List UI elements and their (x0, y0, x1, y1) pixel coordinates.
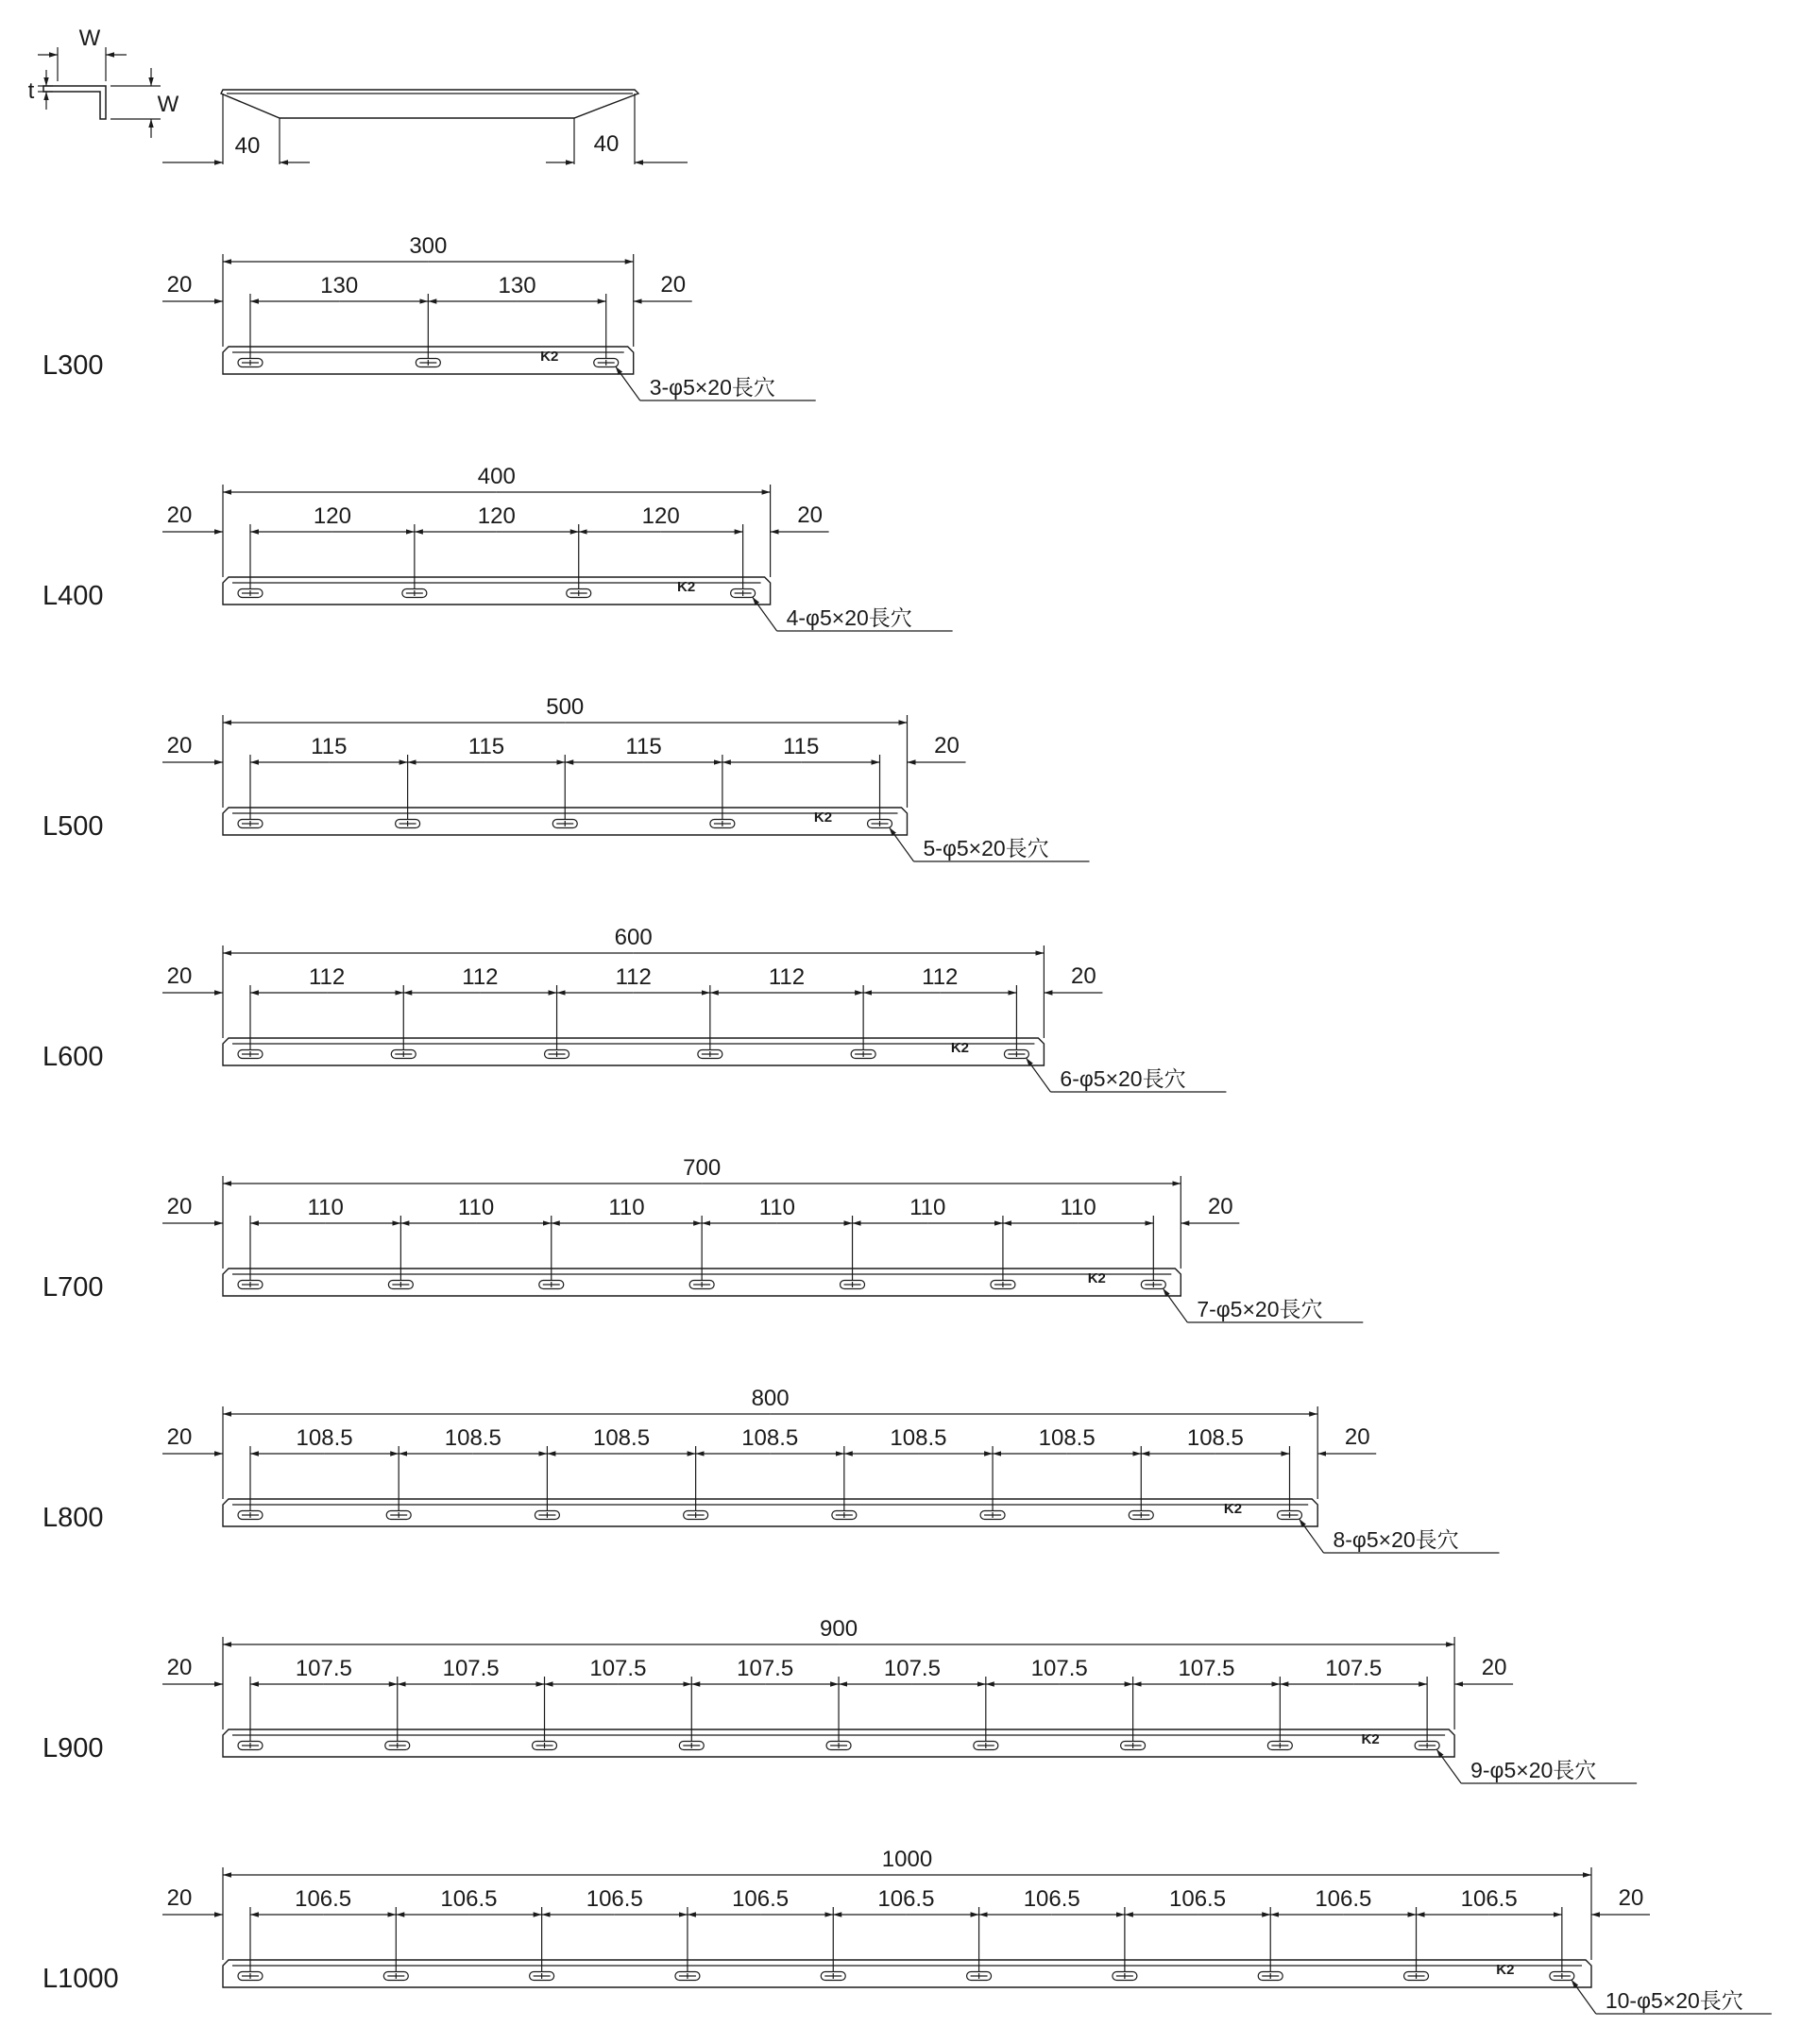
k2-mark: K2 (540, 349, 559, 365)
pitch-value: 107.5 (1325, 1656, 1383, 1681)
hole-spec-note: 6-φ5×20長穴 (1060, 1066, 1186, 1091)
hole-spec-note: 5-φ5×20長穴 (923, 836, 1049, 860)
edge-distance-right: 20 (797, 502, 823, 528)
angle-body (223, 1960, 1591, 1987)
k2-mark: K2 (950, 1040, 970, 1056)
pitch-value: 120 (641, 503, 680, 529)
pitch-value: 115 (311, 734, 348, 759)
pitch-value: 107.5 (589, 1656, 647, 1681)
thickness-label: t (27, 78, 35, 104)
variant-label: L300 (42, 350, 104, 381)
pitch-value: 110 (1060, 1195, 1096, 1220)
pitch-value: 106.5 (1315, 1886, 1372, 1912)
pitch-value: 108.5 (1038, 1425, 1096, 1451)
pitch-value: 108.5 (1186, 1425, 1244, 1451)
pitch-value: 107.5 (442, 1656, 500, 1681)
pitch-value: 110 (307, 1195, 344, 1220)
variant-l1000 (42, 1847, 1772, 2014)
pitch-value: 106.5 (732, 1886, 790, 1912)
hole-spec-note: 9-φ5×20長穴 (1470, 1758, 1597, 1782)
pitch-value: 106.5 (440, 1886, 498, 1912)
width-label-top: W (78, 26, 101, 51)
edge-distance-right: 20 (660, 272, 687, 298)
pitch-value: 120 (313, 503, 351, 529)
pitch-value: 130 (498, 273, 536, 298)
pitch-value: 106.5 (1169, 1886, 1227, 1912)
variant-label: L800 (42, 1503, 104, 1533)
k2-mark: K2 (1496, 1962, 1515, 1978)
pitch-value: 106.5 (1460, 1886, 1518, 1912)
pitch-value: 107.5 (295, 1656, 352, 1681)
taper-length-left: 40 (234, 133, 261, 159)
hole-spec-note: 10-φ5×20長穴 (1605, 1988, 1743, 2013)
variant-l700 (42, 1155, 1363, 1322)
edge-distance-left: 20 (166, 502, 193, 528)
pitch-value: 112 (308, 964, 346, 990)
pitch-value: 108.5 (296, 1425, 353, 1451)
overall-length: 300 (409, 233, 448, 259)
variant-label: L400 (42, 581, 104, 611)
edge-distance-right: 20 (934, 733, 960, 758)
edge-distance-left: 20 (166, 1194, 193, 1219)
pitch-value: 110 (758, 1195, 795, 1220)
pitch-value: 110 (909, 1195, 946, 1220)
overall-length: 700 (683, 1155, 722, 1181)
k2-mark: K2 (813, 809, 833, 826)
pitch-value: 107.5 (883, 1656, 941, 1681)
variant-l300 (42, 233, 816, 400)
pitch-value: 106.5 (295, 1886, 352, 1912)
pitch-value: 110 (457, 1195, 495, 1220)
variant-label: L500 (42, 811, 104, 842)
k2-mark: K2 (1087, 1270, 1106, 1286)
pitch-value: 106.5 (1023, 1886, 1080, 1912)
edge-distance-left: 20 (166, 1655, 193, 1680)
edge-distance-right: 20 (1207, 1194, 1233, 1219)
pitch-value: 112 (615, 964, 652, 990)
edge-distance-left: 20 (166, 963, 193, 989)
pitch-value: 108.5 (444, 1425, 501, 1451)
variant-label: L900 (42, 1733, 104, 1763)
angle-body (223, 1038, 1044, 1065)
variant-l400 (42, 464, 953, 631)
edge-distance-left: 20 (166, 1885, 193, 1911)
overall-length: 800 (751, 1386, 790, 1411)
variant-l800 (42, 1386, 1499, 1553)
pitch-value: 108.5 (890, 1425, 947, 1451)
variant-l900 (42, 1616, 1637, 1783)
pitch-value: 112 (768, 964, 806, 990)
k2-mark: K2 (1223, 1501, 1243, 1517)
edge-distance-left: 20 (166, 733, 193, 758)
angle-cross-section (28, 26, 179, 138)
edge-distance-right: 20 (1618, 1885, 1644, 1911)
pitch-value: 107.5 (1178, 1656, 1235, 1681)
hole-spec-note: 7-φ5×20長穴 (1197, 1297, 1323, 1321)
hole-spec-note: 3-φ5×20長穴 (649, 375, 775, 400)
hole-spec-note: 8-φ5×20長穴 (1333, 1527, 1459, 1552)
taper-length-right: 40 (593, 131, 620, 157)
pitch-value: 107.5 (1030, 1656, 1088, 1681)
variant-label: L1000 (42, 1964, 119, 1994)
overall-length: 600 (614, 925, 653, 950)
pitch-value: 106.5 (586, 1886, 643, 1912)
pitch-value: 115 (783, 734, 820, 759)
edge-distance-right: 20 (1344, 1424, 1370, 1450)
overall-length: 1000 (881, 1847, 933, 1872)
pitch-value: 112 (922, 964, 959, 990)
variant-drawings (42, 233, 1772, 2014)
width-label-side: W (157, 92, 179, 117)
edge-distance-right: 20 (1071, 963, 1096, 989)
overall-length: 400 (477, 464, 516, 489)
tapered-top-view (162, 90, 688, 164)
pitch-value: 120 (477, 503, 516, 529)
overall-length: 900 (820, 1616, 858, 1642)
edge-distance-left: 20 (166, 1424, 193, 1450)
k2-mark: K2 (1361, 1731, 1380, 1747)
edge-distance-left: 20 (166, 272, 193, 298)
pitch-value: 106.5 (877, 1886, 935, 1912)
variant-l500 (42, 694, 1090, 861)
variant-label: L700 (42, 1272, 104, 1303)
pitch-value: 108.5 (741, 1425, 799, 1451)
pitch-value: 108.5 (592, 1425, 651, 1451)
hole-spec-note: 4-φ5×20長穴 (786, 605, 912, 630)
overall-length: 500 (546, 694, 585, 720)
variant-label: L600 (42, 1042, 104, 1072)
pitch-value: 112 (462, 964, 499, 990)
pitch-value: 107.5 (737, 1656, 794, 1681)
variant-l600 (42, 925, 1226, 1092)
pitch-value: 130 (320, 273, 359, 298)
pitch-value: 115 (467, 734, 505, 759)
edge-distance-right: 20 (1481, 1655, 1507, 1680)
pitch-value: 110 (608, 1195, 645, 1220)
pitch-value: 115 (625, 734, 662, 759)
k2-mark: K2 (677, 579, 696, 595)
